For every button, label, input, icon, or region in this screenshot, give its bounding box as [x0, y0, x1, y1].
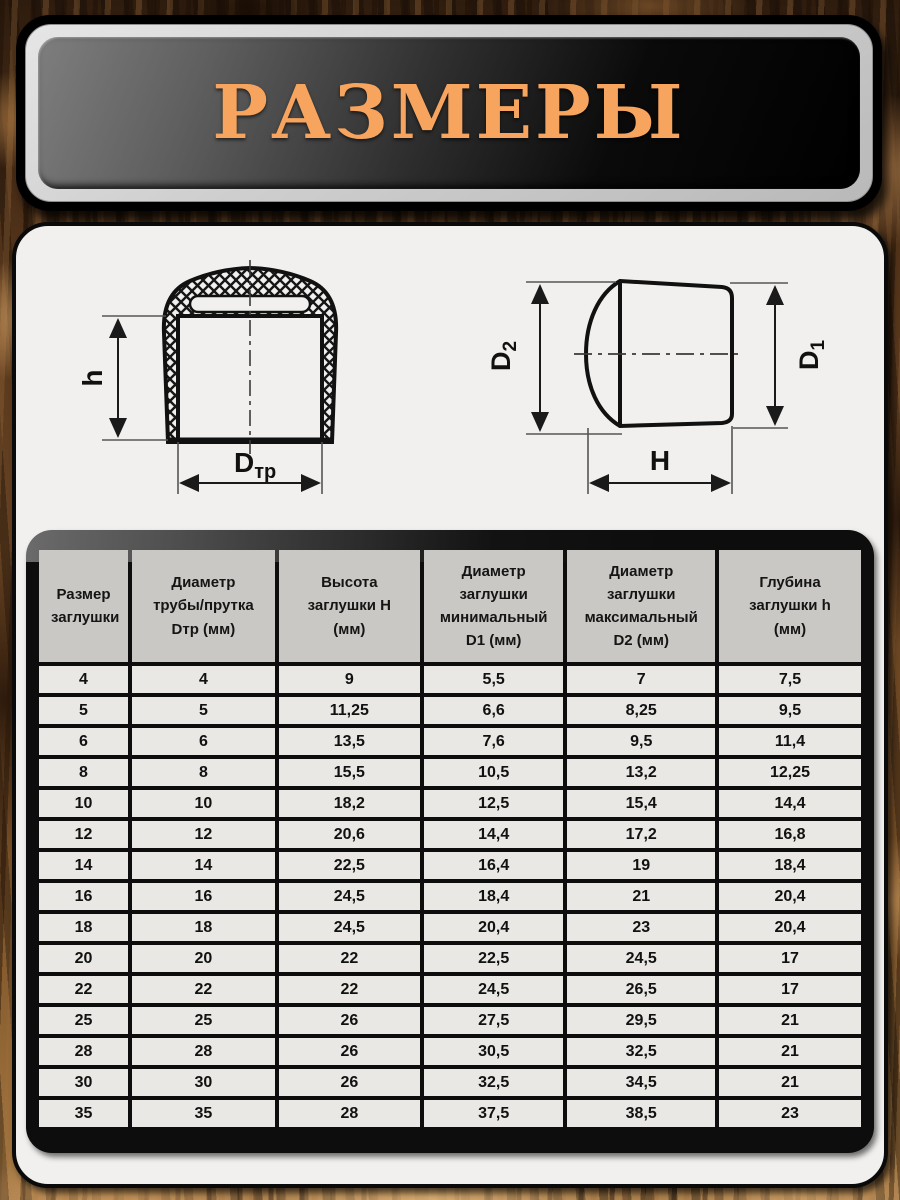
- table-cell: 23: [567, 914, 715, 941]
- front-view-drawing: [77, 260, 336, 494]
- table-cell: 7,6: [424, 728, 564, 755]
- table-shell: [26, 530, 874, 1153]
- table-cell: 25: [132, 1007, 275, 1034]
- side-view-drawing: [486, 281, 829, 494]
- table-cell: 21: [719, 1007, 861, 1034]
- table-cell: 13,5: [279, 728, 420, 755]
- table-cell: 5: [132, 697, 275, 724]
- table-cell: 17: [719, 976, 861, 1003]
- banner-inner-plate: [38, 37, 860, 189]
- table-cell: 5,5: [424, 666, 564, 693]
- table-body: [39, 666, 861, 1127]
- table-cell: 22: [279, 976, 420, 1003]
- table-cell: 20,4: [719, 914, 861, 941]
- size-table: [35, 546, 865, 1131]
- table-cell: 24,5: [424, 976, 564, 1003]
- table-cell: 30,5: [424, 1038, 564, 1065]
- table-row: [39, 1007, 861, 1034]
- table-cell: 35: [39, 1100, 128, 1127]
- H-dimension-label: H: [649, 445, 671, 476]
- table-cell: 21: [567, 883, 715, 910]
- table-cell: 10,5: [424, 759, 564, 786]
- table-cell: 25: [39, 1007, 128, 1034]
- table-cell: 20,6: [279, 821, 420, 848]
- table-cell: 9: [279, 666, 420, 693]
- table-cell: 19: [567, 852, 715, 879]
- table-row: [39, 852, 861, 879]
- table-cell: 38,5: [567, 1100, 715, 1127]
- table-cell: 18: [132, 914, 275, 941]
- table-cell: 14,4: [719, 790, 861, 817]
- table-cell: 8: [39, 759, 128, 786]
- table-cell: 24,5: [279, 883, 420, 910]
- table-cell: 34,5: [567, 1069, 715, 1096]
- table-cell: 15,4: [567, 790, 715, 817]
- table-row: [39, 883, 861, 910]
- table-cell: 18: [39, 914, 128, 941]
- table-header: [39, 550, 861, 662]
- table-cell: 16,8: [719, 821, 861, 848]
- table-cell: 29,5: [567, 1007, 715, 1034]
- table-cell: 12: [39, 821, 128, 848]
- table-cell: 22,5: [424, 945, 564, 972]
- table-cell: 7: [567, 666, 715, 693]
- table-cell: 37,5: [424, 1100, 564, 1127]
- table-cell: 12: [132, 821, 275, 848]
- table-cell: 18,2: [279, 790, 420, 817]
- table-cell: 14: [132, 852, 275, 879]
- table-cell: 4: [132, 666, 275, 693]
- table-cell: 16: [132, 883, 275, 910]
- table-row: [39, 1100, 861, 1127]
- table-cell: 10: [39, 790, 128, 817]
- table-cell: 28: [39, 1038, 128, 1065]
- table-cell: 17: [719, 945, 861, 972]
- table-cell: 22: [279, 945, 420, 972]
- page-title: РАЗМЕРЫ: [212, 70, 686, 156]
- table-cell: 12,25: [719, 759, 861, 786]
- table-row: [39, 697, 861, 724]
- table-cell: 30: [39, 1069, 128, 1096]
- table-cell: 15,5: [279, 759, 420, 786]
- column-header: Глубина заглушки h (мм): [719, 550, 861, 662]
- table-cell: 14,4: [424, 821, 564, 848]
- table-cell: 21: [719, 1038, 861, 1065]
- table-cell: 26: [279, 1038, 420, 1065]
- table-row: [39, 1038, 861, 1065]
- dtr-dimension-label: Dтр: [234, 447, 277, 483]
- table-cell: 35: [132, 1100, 275, 1127]
- table-cell: 5: [39, 697, 128, 724]
- table-cell: 6: [39, 728, 128, 755]
- table-cell: 22: [39, 976, 128, 1003]
- table-cell: 30: [132, 1069, 275, 1096]
- table-cell: 8: [132, 759, 275, 786]
- table-row: [39, 666, 861, 693]
- table-row: [39, 759, 861, 786]
- column-header: Размер заглушки: [39, 550, 128, 662]
- column-header: Диаметр трубы/прутка Dтр (мм): [132, 550, 275, 662]
- d2-dimension-label: D2: [486, 340, 521, 372]
- column-header: Высота заглушки H (мм): [279, 550, 420, 662]
- table-cell: 26: [279, 1007, 420, 1034]
- table-cell: 20: [39, 945, 128, 972]
- sizes-banner: [16, 15, 882, 211]
- table-cell: 13,2: [567, 759, 715, 786]
- table-row: [39, 1069, 861, 1096]
- column-header: Диаметр заглушки минимальный D1 (мм): [424, 550, 564, 662]
- table-cell: 11,4: [719, 728, 861, 755]
- table-row: [39, 976, 861, 1003]
- technical-drawing: [16, 236, 884, 530]
- table-row: [39, 728, 861, 755]
- table-cell: 11,25: [279, 697, 420, 724]
- table-cell: 32,5: [567, 1038, 715, 1065]
- table-cell: 22,5: [279, 852, 420, 879]
- table-cell: 16,4: [424, 852, 564, 879]
- table-row: [39, 945, 861, 972]
- table-cell: 20,4: [424, 914, 564, 941]
- h-dimension-label: h: [77, 369, 108, 387]
- table-cell: 10: [132, 790, 275, 817]
- table-cell: 18,4: [424, 883, 564, 910]
- table-cell: 27,5: [424, 1007, 564, 1034]
- table-cell: 4: [39, 666, 128, 693]
- table-cell: 7,5: [719, 666, 861, 693]
- header-row: [39, 550, 861, 662]
- table-cell: 21: [719, 1069, 861, 1096]
- table-row: [39, 914, 861, 941]
- table-cell: 20,4: [719, 883, 861, 910]
- d1-dimension-label: D1: [794, 339, 829, 371]
- table-cell: 6,6: [424, 697, 564, 724]
- table-cell: 14: [39, 852, 128, 879]
- table-cell: 20: [132, 945, 275, 972]
- table-cell: 26: [279, 1069, 420, 1096]
- table-cell: 23: [719, 1100, 861, 1127]
- table-cell: 9,5: [567, 728, 715, 755]
- table-row: [39, 821, 861, 848]
- table-row: [39, 790, 861, 817]
- table-cell: 9,5: [719, 697, 861, 724]
- column-header: Диаметр заглушки максимальный D2 (мм): [567, 550, 715, 662]
- table-cell: 28: [279, 1100, 420, 1127]
- table-cell: 8,25: [567, 697, 715, 724]
- table-cell: 22: [132, 976, 275, 1003]
- table-cell: 17,2: [567, 821, 715, 848]
- table-cell: 24,5: [279, 914, 420, 941]
- table-cell: 12,5: [424, 790, 564, 817]
- table-cell: 32,5: [424, 1069, 564, 1096]
- table-cell: 26,5: [567, 976, 715, 1003]
- content-panel: [12, 222, 888, 1188]
- table-cell: 18,4: [719, 852, 861, 879]
- table-cell: 16: [39, 883, 128, 910]
- table-cell: 24,5: [567, 945, 715, 972]
- banner-frame: [25, 24, 873, 202]
- table-cell: 28: [132, 1038, 275, 1065]
- table-cell: 6: [132, 728, 275, 755]
